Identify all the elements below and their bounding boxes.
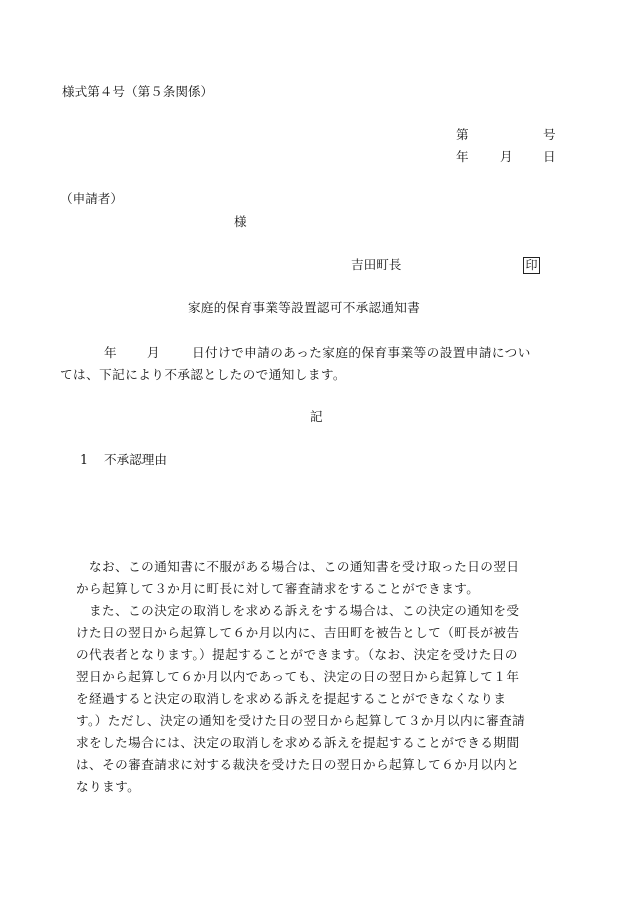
applicant-label: （申請者）	[60, 191, 123, 206]
issuer: 吉田町長	[351, 257, 402, 272]
item-1-number: 1	[80, 452, 89, 467]
date-day: 日	[543, 149, 556, 164]
date-year: 年	[456, 149, 469, 164]
ki-heading: 記	[310, 409, 323, 424]
notice-line: の代表者となります。）提起することができます。（なお、決定を受けた日の	[76, 647, 518, 662]
body-line-2: ては、下記により不承認としたので通知します。	[60, 367, 346, 382]
number-prefix: 第	[456, 127, 469, 142]
notice-line: なります。	[76, 779, 141, 794]
notice-line: けた日の翌日から起算して６か月以内に、吉田町を被告として（町長が被告	[76, 625, 520, 640]
item-1-label: 不承認理由	[104, 452, 167, 467]
notice-line: は、その審査請求に対する裁決を受けた日の翌日から起算して６か月以内と	[76, 757, 520, 772]
notice-line: また、この決定の取消しを求める訴えをする場合は、この決定の通知を受	[89, 603, 520, 618]
notice-line: 翌日から起算して６か月以内であっても、決定の日の翌日から起算して１年	[76, 669, 520, 684]
honorific: 様	[234, 214, 247, 229]
body-date-year: 年	[104, 345, 117, 360]
body-line-1: 日付けで申請のあった家庭的保育事業等の設置申請につい	[192, 345, 531, 360]
notice-line: 求をした場合には、決定の取消しを求める訴えを提起することができる期間	[76, 735, 520, 750]
date-month: 月	[500, 149, 513, 164]
notice-line: から起算して３か月に町長に対して審査請求をすることができます。	[76, 581, 480, 596]
notice-line: を経過すると決定の取消しを求める訴えを提起することができなくなりま	[76, 691, 507, 706]
seal-stamp: 印	[523, 257, 540, 274]
form-id: 様式第４号（第５条関係）	[62, 84, 214, 99]
notice-line: なお、この通知書に不服がある場合は、この通知書を受け取った日の翌日	[89, 559, 520, 574]
number-suffix: 号	[543, 127, 556, 142]
notice-line: す。）ただし、決定の通知を受けた日の翌日から起算して３か月以内に審査請	[76, 713, 526, 728]
document-title: 家庭的保育事業等設置認可不承認通知書	[188, 300, 421, 315]
body-date-month: 月	[147, 345, 160, 360]
